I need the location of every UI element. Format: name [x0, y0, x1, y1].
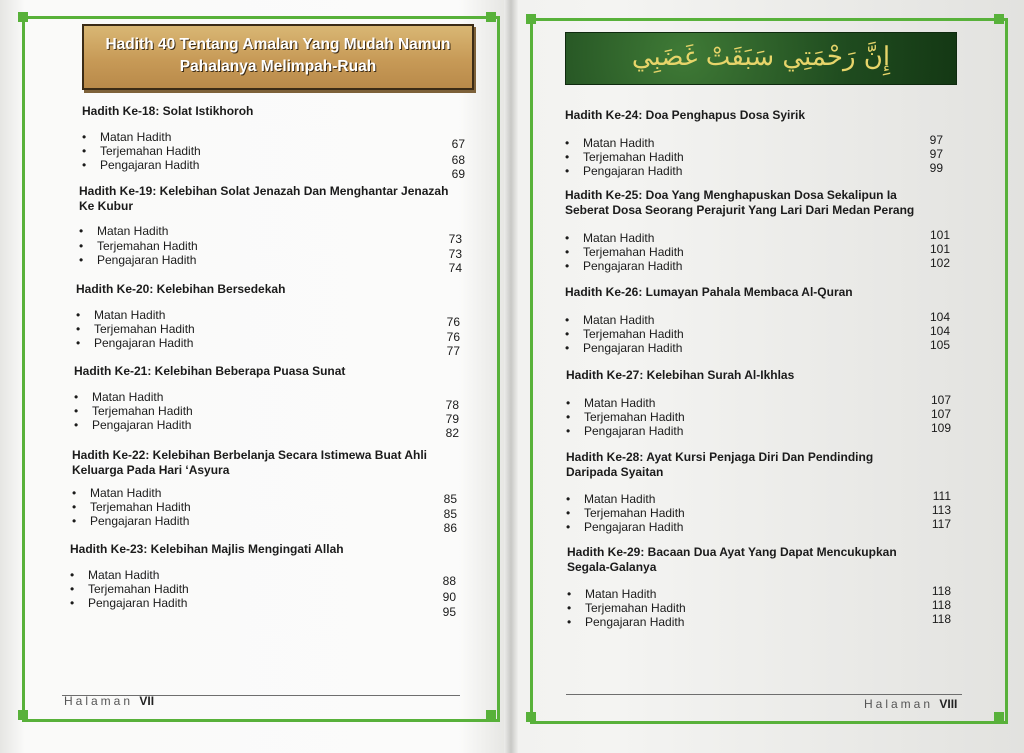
bullet-icon: • [566, 492, 571, 506]
footer-rule [566, 694, 962, 695]
page-number: 85 [443, 492, 457, 506]
page-number: 95 [442, 605, 456, 619]
right-frame-corner [994, 14, 1004, 24]
page-number: 107 [930, 393, 951, 407]
section-heading: Hadith Ke-19: Kelebihan Solat Jenazah Dan Menghantar Jenazah Ke Kubur [79, 184, 449, 213]
item-label: Pengajaran Hadith [97, 253, 197, 267]
item-label: Pengajaran Hadith [583, 259, 683, 273]
bullet-icon: • [76, 308, 81, 322]
toc-section [567, 545, 951, 629]
item-label: Pengajaran Hadith [584, 520, 684, 534]
item-label: Matan Hadith [583, 231, 655, 245]
page-number: 68 [451, 153, 465, 167]
right-frame-corner [526, 14, 536, 24]
page-number: 69 [451, 167, 465, 181]
section-heading: Hadith Ke-26: Lumayan Pahala Membaca Al-Quran [565, 285, 853, 299]
right-frame-corner [526, 712, 536, 722]
item-label: Matan Hadith [92, 390, 164, 404]
item-label: Pengajaran Hadith [94, 336, 194, 350]
toc-section [74, 364, 464, 440]
section-heading: Hadith Ke-25: Doa Yang Menghapuskan Dosa Sekalipun Ia Seberat Dosa Seorang Perajurit Yang Lari Dari Medan Perang [565, 188, 915, 217]
page-number: 102 [929, 256, 950, 270]
left-frame-corner [486, 12, 496, 22]
bullet-icon: • [567, 587, 572, 601]
section-heading: Hadith Ke-23: Kelebihan Majlis Mengingati Allah [70, 542, 344, 556]
item-label: Pengajaran Hadith [88, 596, 188, 610]
section-heading: Hadith Ke-22: Kelebihan Berbelanja Secara Istimewa Buat Ahli Keluarga Pada Hari ‘Asyura [72, 448, 427, 477]
bullet-icon: • [79, 224, 84, 238]
book-title-banner [82, 24, 474, 90]
page-number: 73 [448, 232, 462, 246]
toc-section [72, 448, 457, 535]
bullet-icon: • [566, 424, 571, 438]
item-label: Pengajaran Hadith [100, 158, 200, 172]
item-label: Terjemahan Hadith [94, 322, 195, 336]
page-number: 76 [446, 315, 460, 329]
toc-section [566, 368, 956, 438]
bullet-icon: • [566, 410, 571, 424]
section-heading: Hadith Ke-27: Kelebihan Surah Al-Ikhlas [566, 368, 795, 382]
toc-section [565, 108, 955, 178]
toc-section [566, 450, 951, 534]
item-label: Terjemahan Hadith [583, 327, 684, 341]
page-footer [64, 694, 154, 708]
bullet-icon: • [70, 582, 75, 596]
item-label: Terjemahan Hadith [584, 506, 685, 520]
page-number: 118 [931, 612, 951, 626]
bullet-icon: • [70, 596, 75, 610]
toc-section [70, 542, 460, 619]
bullet-icon: • [565, 136, 570, 150]
left-frame-corner [18, 710, 28, 720]
bullet-icon: • [79, 253, 84, 267]
bullet-icon: • [566, 506, 571, 520]
page-number: 79 [445, 412, 459, 426]
toc-section [565, 285, 955, 355]
item-label: Pengajaran Hadith [584, 424, 684, 438]
section-heading: Hadith Ke-21: Kelebihan Beberapa Puasa Sunat [74, 364, 346, 378]
bullet-icon: • [74, 418, 79, 432]
item-label: Pengajaran Hadith [583, 164, 683, 178]
item-label: Pengajaran Hadith [92, 418, 192, 432]
left-page [0, 0, 510, 753]
page-number: 78 [445, 398, 459, 412]
bullet-icon: • [72, 486, 77, 500]
page-number: 76 [446, 330, 460, 344]
page-number: 88 [442, 574, 456, 588]
item-label: Terjemahan Hadith [100, 144, 201, 158]
footer-label: Halaman [64, 694, 134, 708]
section-heading: Hadith Ke-29: Bacaan Dua Ayat Yang Dapat Mencukupkan Segala-Galanya [567, 545, 897, 574]
section-heading: Hadith Ke-24: Doa Penghapus Dosa Syirik [565, 108, 806, 122]
item-label: Pengajaran Hadith [583, 341, 683, 355]
item-label: Terjemahan Hadith [583, 150, 684, 164]
page-number: 77 [446, 344, 460, 358]
page-footer [864, 697, 957, 711]
footer-label: Halaman [864, 697, 934, 711]
item-label: Matan Hadith [100, 130, 172, 144]
page-number: 74 [448, 261, 462, 275]
bullet-icon: • [79, 239, 84, 253]
item-label: Matan Hadith [97, 224, 169, 238]
item-label: Terjemahan Hadith [90, 500, 191, 514]
bullet-icon: • [565, 259, 570, 273]
item-label: Matan Hadith [583, 136, 655, 150]
item-label: Terjemahan Hadith [584, 410, 685, 424]
bullet-icon: • [565, 327, 570, 341]
page-number: 73 [448, 247, 462, 261]
page-number: 118 [931, 598, 951, 612]
bullet-icon: • [565, 150, 570, 164]
toc-section [76, 282, 466, 358]
toc-section [82, 104, 472, 181]
bullet-icon: • [565, 164, 570, 178]
bullet-icon: • [566, 520, 571, 534]
bullet-icon: • [82, 158, 87, 172]
bullet-icon: • [74, 404, 79, 418]
item-label: Matan Hadith [88, 568, 160, 582]
item-label: Terjemahan Hadith [88, 582, 189, 596]
bullet-icon: • [567, 615, 572, 629]
bullet-icon: • [70, 568, 75, 582]
item-label: Matan Hadith [583, 313, 655, 327]
item-label: Matan Hadith [584, 492, 656, 506]
page-number: 86 [443, 521, 457, 535]
bullet-icon: • [567, 601, 572, 615]
arabic-text: إِنَّ رَحْمَتِي سَبَقَتْ غَضَبِي [631, 42, 891, 72]
page-number: 104 [929, 324, 950, 338]
item-label: Terjemahan Hadith [583, 245, 684, 259]
section-heading: Hadith Ke-20: Kelebihan Bersedekah [76, 282, 286, 296]
item-label: Matan Hadith [90, 486, 162, 500]
page-number: 90 [442, 590, 456, 604]
bullet-icon: • [82, 144, 87, 158]
left-frame-corner [486, 710, 496, 720]
toc-section [565, 188, 950, 273]
item-label: Terjemahan Hadith [585, 601, 686, 615]
page-number: 118 [931, 584, 951, 598]
page-number: 107 [930, 407, 951, 421]
bullet-icon: • [74, 390, 79, 404]
page-number: 105 [929, 338, 950, 352]
bullet-icon: • [72, 500, 77, 514]
item-label: Terjemahan Hadith [97, 239, 198, 253]
page-number: 117 [931, 517, 951, 531]
section-heading: Hadith Ke-28: Ayat Kursi Penjaga Diri Dan Pendinding Daripada Syaitan [566, 450, 874, 479]
bullet-icon: • [565, 231, 570, 245]
left-frame-corner [18, 12, 28, 22]
arabic-calligraphy-banner [565, 32, 957, 85]
page-number: 85 [443, 507, 457, 521]
bullet-icon: • [566, 396, 571, 410]
bullet-icon: • [82, 130, 87, 144]
bullet-icon: • [76, 322, 81, 336]
item-label: Pengajaran Hadith [90, 514, 190, 528]
page-number: 97 [929, 133, 943, 147]
page-number: 109 [930, 421, 951, 435]
page-number: 104 [929, 310, 950, 324]
bullet-icon: • [76, 336, 81, 350]
item-label: Matan Hadith [94, 308, 166, 322]
item-label: Matan Hadith [584, 396, 656, 410]
page-number: 101 [929, 228, 950, 242]
book-title-line-1: Hadith 40 Tentang Amalan Yang Mudah Namun [105, 36, 451, 53]
footer-page-number: VII [139, 694, 155, 708]
item-label: Matan Hadith [585, 587, 657, 601]
page-number: 82 [445, 426, 459, 440]
page-number: 113 [931, 503, 951, 517]
bullet-icon: • [565, 341, 570, 355]
item-label: Terjemahan Hadith [92, 404, 193, 418]
page-number: 97 [929, 147, 943, 161]
bullet-icon: • [72, 514, 77, 528]
bullet-icon: • [565, 313, 570, 327]
bullet-icon: • [565, 245, 570, 259]
page-number: 67 [451, 137, 465, 151]
book-title-line-2: Pahalanya Melimpah-Ruah [179, 58, 377, 75]
item-label: Pengajaran Hadith [585, 615, 685, 629]
right-frame-corner [994, 712, 1004, 722]
toc-section [79, 184, 462, 275]
section-heading: Hadith Ke-18: Solat Istikhoroh [82, 104, 254, 118]
page-number: 99 [929, 161, 943, 175]
footer-page-number: VIII [939, 697, 958, 711]
page-number: 101 [929, 242, 950, 256]
page-number: 111 [932, 489, 951, 503]
